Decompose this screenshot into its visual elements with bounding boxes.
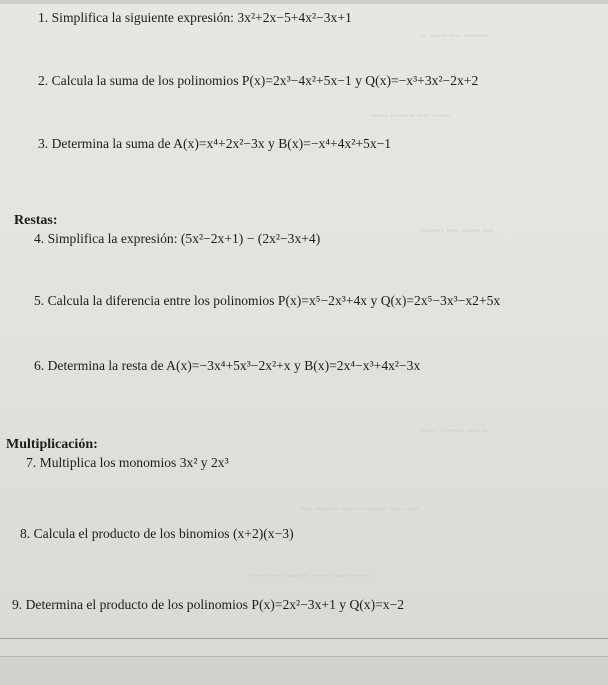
exercise-expression: P(x)=2x²−3x+1 y Q(x)=x−2 bbox=[251, 597, 405, 612]
divider-line bbox=[0, 656, 608, 657]
exercise-number: 3. bbox=[38, 136, 49, 151]
section-heading-multiplicacion: Multiplicación: bbox=[6, 437, 98, 452]
divider-line bbox=[0, 638, 608, 639]
exercise-1 bbox=[38, 10, 352, 26]
exercise-2 bbox=[38, 73, 478, 89]
exercise-number: 8. bbox=[20, 526, 31, 541]
exercise-5 bbox=[34, 293, 500, 309]
exercise-text: Multiplica los monomios bbox=[39, 455, 177, 470]
exercise-number: 5. bbox=[34, 293, 45, 308]
exercise-expression: 3x² y 2x³ bbox=[179, 455, 229, 470]
exercise-text: Determina la resta de bbox=[47, 358, 164, 373]
bleed-through: ~ ~~~ ~~ ~~~~ bbox=[420, 30, 488, 42]
top-edge bbox=[0, 0, 608, 4]
exercise-6 bbox=[34, 358, 420, 374]
exercise-expression: A(x)=−3x⁴+5x³−2x²+x y B(x)=2x⁴−x³+4x²−3x bbox=[166, 358, 421, 373]
exercise-expression: P(x)=x⁵−2x³+4x y Q(x)=2x⁵−3x³−x2+5x bbox=[277, 293, 501, 308]
bleed-through: ~~~~ ~~ ~~~ ~~ bbox=[420, 225, 494, 237]
bleed-through: ~~ ~~~~ ~~~ ~~~~ ~~ ~~~ bbox=[300, 503, 421, 515]
bleed-through: ~~~ ~~~~ ~~ ~ bbox=[420, 425, 488, 437]
exercise-number: 9. bbox=[12, 597, 23, 612]
exercise-expression: A(x)=x⁴+2x²−3x y B(x)=−x⁴+4x²+5x−1 bbox=[173, 136, 392, 151]
exercise-text: Simplifica la expresión: bbox=[47, 231, 178, 246]
exercise-8 bbox=[20, 526, 294, 542]
exercise-expression: (5x²−2x+1) − (2x²−3x+4) bbox=[180, 231, 321, 246]
exercise-text: Calcula el producto de los binomios bbox=[33, 526, 230, 541]
exercise-expression: P(x)=2x³−4x²+5x−1 y Q(x)=−x³+3x²−2x+2 bbox=[241, 73, 479, 88]
exercise-number: 4. bbox=[34, 231, 45, 246]
exercise-9 bbox=[12, 597, 404, 613]
bleed-through: ~~~ ~~~~ ~~ ~~~ bbox=[370, 110, 450, 122]
exercise-number: 6. bbox=[34, 358, 45, 373]
exercise-expression: 3x²+2x−5+4x²−3x+1 bbox=[237, 10, 352, 25]
exercise-text: Calcula la suma de los polinomios bbox=[51, 73, 239, 88]
exercise-3 bbox=[38, 136, 391, 152]
bleed-through: ~~~ ~~ ~~~~ ~~~ ~~ ~~~~ bbox=[250, 570, 371, 582]
exercise-text: Determina el producto de los polinomios bbox=[25, 597, 248, 612]
exercise-expression: (x+2)(x−3) bbox=[232, 526, 294, 541]
section-heading-restas: Restas: bbox=[14, 213, 58, 228]
exercise-7 bbox=[26, 455, 229, 471]
exercise-text: Calcula la diferencia entre los polinomios bbox=[47, 293, 275, 308]
exercise-number: 2. bbox=[38, 73, 49, 88]
exercise-4 bbox=[34, 231, 320, 247]
bottom-edge bbox=[0, 657, 608, 685]
exercise-number: 7. bbox=[26, 455, 37, 470]
exercise-text: Determina la suma de bbox=[51, 136, 171, 151]
exercise-number: 1. bbox=[38, 10, 49, 25]
exercise-text: Simplifica la siguiente expresión: bbox=[51, 10, 234, 25]
